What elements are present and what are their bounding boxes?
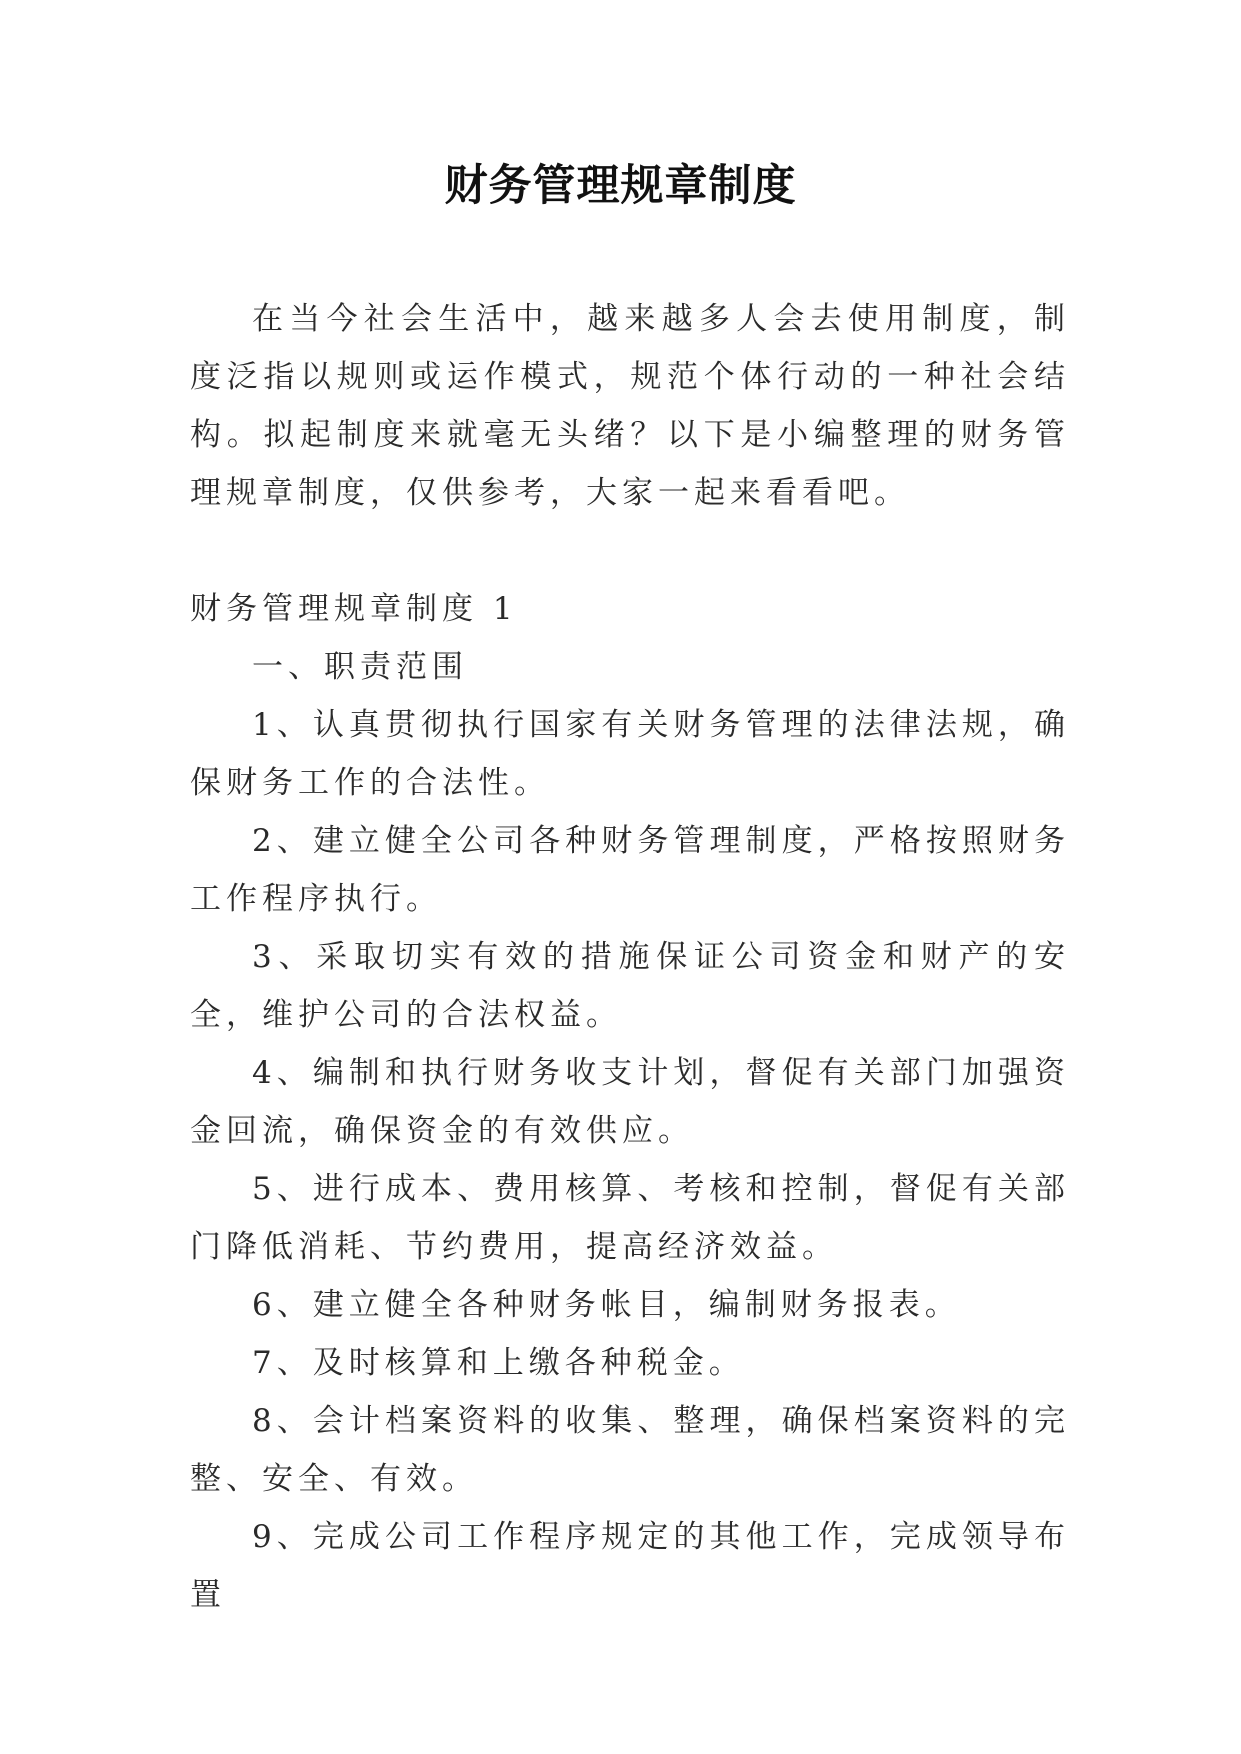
document-title: 财务管理规章制度 — [444, 161, 797, 211]
list-item: 1、认真贯彻执行国家有关财务管理的法律法规，确保财务工作的合法性。 — [190, 707, 1070, 801]
list-item: 4、编制和执行财务收支计划，督促有关部门加强资金回流，确保资金的有效供应。 — [190, 1055, 1070, 1149]
list-item: 6、建立健全各种财务帐目，编制财务报表。 — [252, 1287, 961, 1323]
document-body — [190, 290, 1070, 1624]
list-item: 5、进行成本、费用核算、考核和控制，督促有关部门降低消耗、节约费用，提高经济效益。 — [190, 1171, 1070, 1265]
section-heading: 财务管理规章制度 1 — [190, 591, 518, 627]
list-item: 8、会计档案资料的收集、整理，确保档案资料的完整、安全、有效。 — [190, 1403, 1070, 1497]
list-item: 7、及时核算和上缴各种税金。 — [252, 1345, 745, 1381]
list-item: 2、建立健全公司各种财务管理制度，严格按照财务工作程序执行。 — [190, 823, 1070, 917]
list-item: 3、采取切实有效的措施保证公司资金和财产的安全，维护公司的合法权益。 — [190, 939, 1070, 1033]
intro-paragraph: 在当今社会生活中，越来越多人会去使用制度，制度泛指以规则或运作模式，规范个体行动的一种社会结构。拟起制度来就毫无头绪？以下是小编整理的财务管理规章制度，仅供参考，大家一起来看看吧。 — [190, 301, 1070, 511]
subsection-heading: 一、职责范围 — [252, 649, 468, 685]
list-item: 9、完成公司工作程序规定的其他工作，完成领导布置 — [190, 1519, 1070, 1613]
